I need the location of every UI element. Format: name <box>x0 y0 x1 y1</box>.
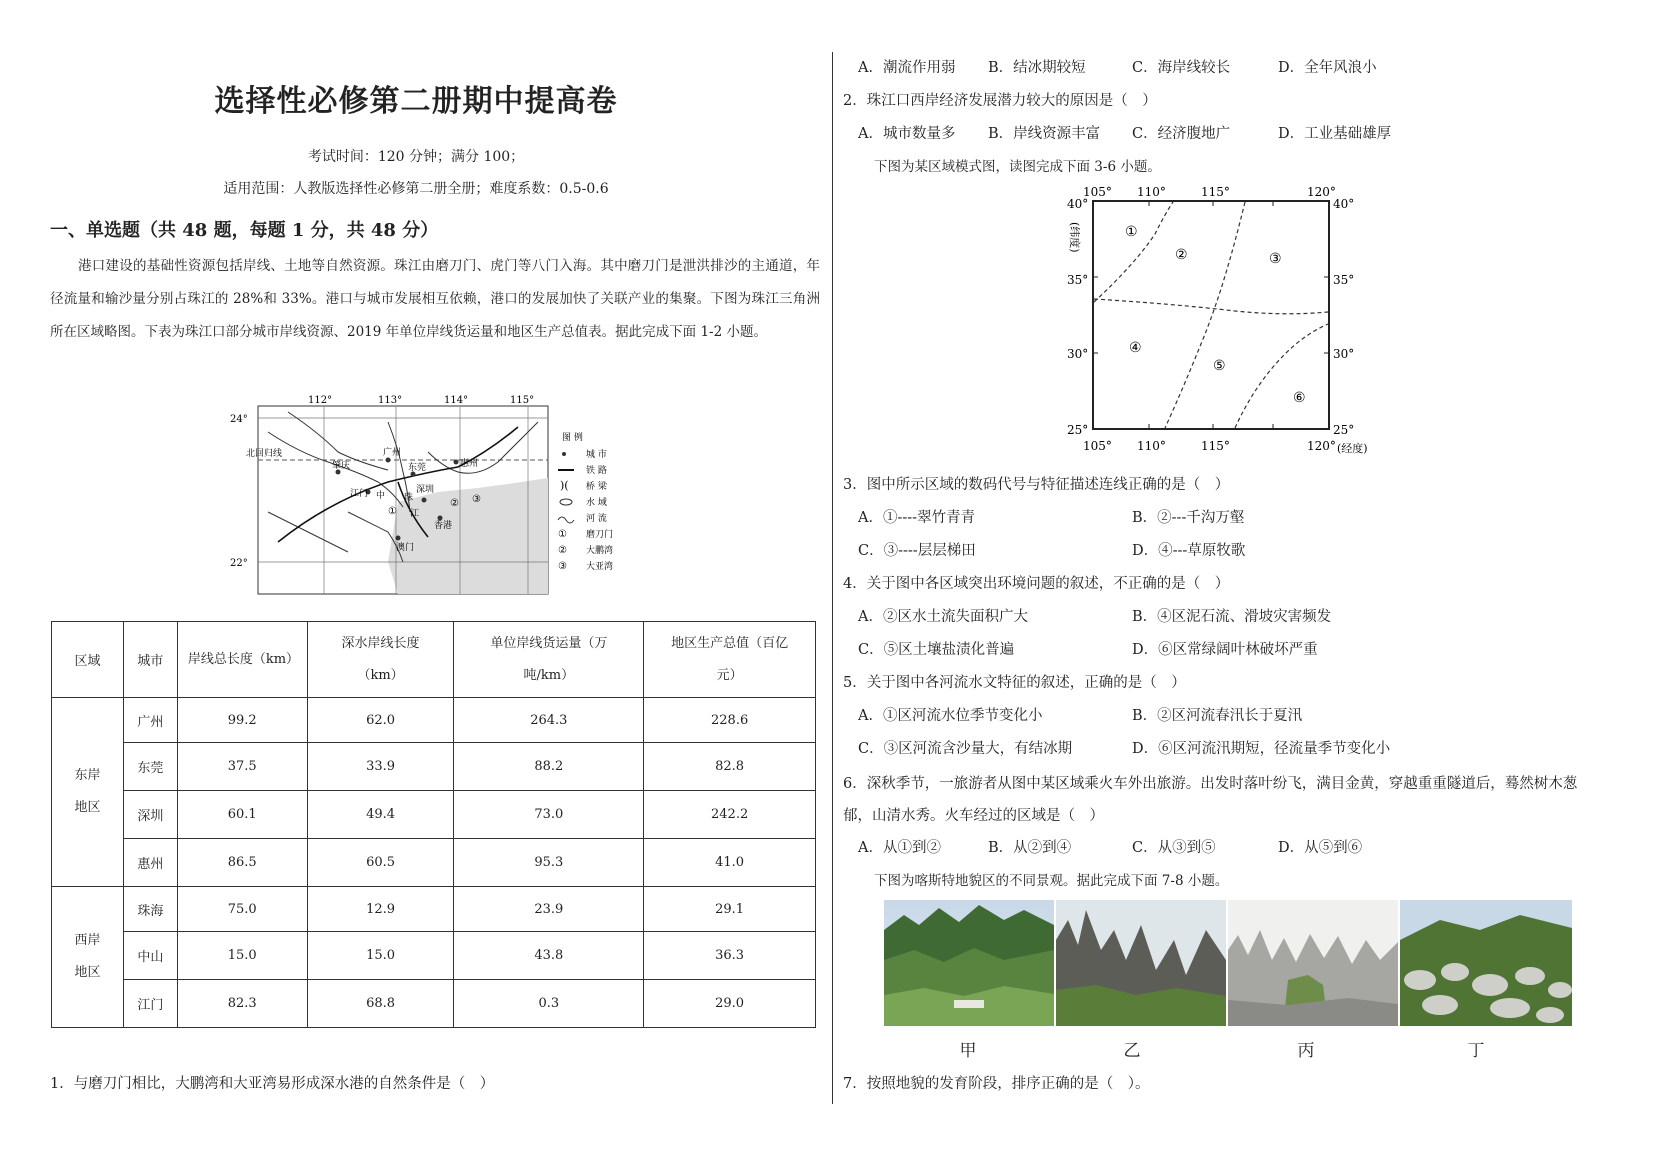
lon-label: 113° <box>378 395 403 406</box>
table-cell: 广州 <box>123 698 177 743</box>
q5-option-c: C．③区河流含沙量大，有结冰期 <box>858 741 1073 757</box>
lon-label: 120° <box>1307 439 1336 453</box>
lon-label: 110° <box>1137 439 1166 453</box>
table-cell: 15.0 <box>307 932 454 980</box>
karst-photos <box>884 900 1572 1026</box>
legend-item: 大鹏湾 <box>586 546 614 556</box>
lat-label: 30° <box>1333 347 1355 361</box>
question-4: 4．关于图中各区域突出环境问题的叙述，不正确的是（ ） <box>843 576 1230 592</box>
lon-label: 115° <box>1201 439 1230 453</box>
table-cell: 60.1 <box>177 791 307 839</box>
q3-option-b: B．②---千沟万壑 <box>1132 510 1245 526</box>
table-row <box>52 839 816 887</box>
q4-option-b: B．④区泥石流、滑坡灾害频发 <box>1132 609 1332 625</box>
table-row <box>52 698 816 743</box>
table-cell: 29.0 <box>644 980 816 1028</box>
svg-text:②: ② <box>558 545 567 556</box>
table-cell: 264.3 <box>454 698 644 743</box>
photo-bing <box>1228 900 1398 1026</box>
region-label: ⑥ <box>1293 390 1306 406</box>
lon-label: 115° <box>510 395 535 406</box>
table-row <box>52 791 816 839</box>
region-label: ③ <box>1269 251 1282 267</box>
table-cell: 95.3 <box>454 839 644 887</box>
lat-label: 35° <box>1333 273 1355 287</box>
lon-label: 105° <box>1083 439 1112 453</box>
city-label: 江门 <box>350 489 369 499</box>
exam-scope: 适用范围：人教版选择性必修第二册全册；难度系数：0.5-0.6 <box>223 181 609 197</box>
svg-text:)(: )( <box>560 479 569 492</box>
region-label: ② <box>1175 247 1188 263</box>
table-header: 岸线总长度（km） <box>177 622 307 698</box>
city-label: 东莞 <box>408 463 427 473</box>
table-header: 深水岸线长度（km） <box>307 622 454 698</box>
q3-option-d: D．④---草原牧歌 <box>1132 543 1246 559</box>
map-marker-2: ② <box>450 498 459 509</box>
table-cell: 33.9 <box>307 743 454 791</box>
lat-label: 40° <box>1333 197 1355 211</box>
lat-label: 30° <box>1067 347 1089 361</box>
lat-label: 25° <box>1333 423 1355 437</box>
intro-paragraph-3: 下图为喀斯特地貌区的不同景观。据此完成下面 7-8 小题。 <box>874 873 1229 889</box>
photo-jia <box>884 900 1054 1026</box>
q6-option-b: B．从②到④ <box>988 840 1072 856</box>
region-cell: 西岸地区 <box>52 887 124 1028</box>
lon-label: 115° <box>1201 185 1230 199</box>
q2-option-c: C．经济腹地广 <box>1132 126 1231 142</box>
city-label: 珠 <box>404 493 414 503</box>
q1-option-d: D．全年风浪小 <box>1278 60 1377 76</box>
table-row <box>52 887 816 932</box>
table-cell: 242.2 <box>644 791 816 839</box>
question-5: 5．关于图中各河流水文特征的叙述，正确的是（ ） <box>843 675 1186 691</box>
table-cell: 228.6 <box>644 698 816 743</box>
legend-item: 河 流 <box>586 514 607 524</box>
q2-option-a: A．城市数量多 <box>858 126 956 142</box>
intro-paragraph-2: 下图为某区域模式图，读图完成下面 3-6 小题。 <box>874 159 1161 175</box>
question-3: 3．图中所示区域的数码代号与特征描述连线正确的是（ ） <box>843 477 1230 493</box>
question-2: 2．珠江口西岸经济发展潜力较大的原因是（ ） <box>843 93 1157 109</box>
table-cell: 62.0 <box>307 698 454 743</box>
photo-label-jia: 甲 <box>959 1041 977 1061</box>
table-cell: 中山 <box>123 932 177 980</box>
intro-paragraph-1: 港口建设的基础性资源包括岸线、土地等自然资源。珠江由磨刀门、虎门等八门入海。其中磨刀门是泄洪排沙的主通道，年径流量和输沙量分别占珠江的 28%和 33%。港口与城市发展相互依赖，港口的发展加快了关联产业的集聚。下图为珠江三角洲所在区域略图。下表为珠江口部分城市岸线资源、2019 年单位岸线货运量和地区生产总值表。据此完成下面 1-2 小题。 <box>50 258 820 340</box>
photo-label-ding: 丁 <box>1467 1041 1485 1061</box>
table-header: 城市 <box>123 622 177 698</box>
lon-label: 105° <box>1083 185 1112 199</box>
page-title: 选择性必修第二册期中提高卷 <box>214 84 618 119</box>
lat-label: 40° <box>1067 197 1089 211</box>
region-label: ④ <box>1129 340 1142 356</box>
question-6: 6．深秋季节，一旅游者从图中某区域乘火车外出旅游。出发时落叶纷飞，满目金黄，穿越重重隧道后，蓦然树木葱郁，山清水秀。火车经过的区域是（ ） <box>843 776 1578 824</box>
lat-label: 25° <box>1067 423 1089 437</box>
lon-axis-label: (经度) <box>1337 442 1368 455</box>
table-header: 地区生产总值（百亿元） <box>644 622 816 698</box>
q2-option-d: D．工业基础雄厚 <box>1278 126 1392 142</box>
table-cell: 珠海 <box>123 887 177 932</box>
table-header-row <box>52 622 816 698</box>
pearl-river-delta-map <box>228 392 628 604</box>
q4-option-a: A．②区水土流失面积广大 <box>858 609 1028 625</box>
city-label: 江 <box>410 509 420 519</box>
city-label: 深圳 <box>416 485 435 495</box>
table-cell: 36.3 <box>644 932 816 980</box>
city-label: 惠州 <box>460 459 479 469</box>
photo-label-yi: 乙 <box>1123 1041 1141 1061</box>
lon-label: 112° <box>308 395 333 406</box>
data-table <box>51 621 816 1028</box>
city-label: 澳门 <box>396 543 415 553</box>
photo-label-bing: 丙 <box>1297 1041 1315 1061</box>
table-cell: 0.3 <box>454 980 644 1028</box>
region-schematic-map <box>1055 184 1400 456</box>
exam-time: 考试时间：120 分钟；满分 100； <box>307 149 525 165</box>
q1-option-c: C．海岸线较长 <box>1132 60 1231 76</box>
legend-item: 大亚湾 <box>586 562 614 572</box>
photo-ding <box>1400 900 1572 1026</box>
q5-option-a: A．①区河流水位季节变化小 <box>858 708 1043 724</box>
q1-option-b: B．结冰期较短 <box>988 60 1086 76</box>
region-label: ① <box>1125 224 1138 240</box>
legend-item: 水 域 <box>586 498 607 508</box>
table-cell: 82.3 <box>177 980 307 1028</box>
question-7: 7．按照地貌的发育阶段，排序正确的是（ ）。 <box>843 1076 1150 1092</box>
q3-option-a: A．①----翠竹青青 <box>858 510 976 526</box>
lon-label: 114° <box>444 395 469 406</box>
q4-option-d: D．⑥区常绿阔叶林破坏严重 <box>1132 642 1318 658</box>
table-row <box>52 980 816 1028</box>
map-marker-1: ① <box>388 506 397 517</box>
table-cell: 99.2 <box>177 698 307 743</box>
q6-option-d: D．从⑤到⑥ <box>1278 840 1363 856</box>
table-cell: 15.0 <box>177 932 307 980</box>
q1-option-a: A．潮流作用弱 <box>858 60 956 76</box>
table-cell: 86.5 <box>177 839 307 887</box>
question-1: 1．与磨刀门相比，大鹏湾和大亚湾易形成深水港的自然条件是（ ） <box>50 1076 495 1092</box>
lon-label: 120° <box>1307 185 1336 199</box>
table-cell: 75.0 <box>177 887 307 932</box>
table-cell: 49.4 <box>307 791 454 839</box>
q5-option-d: D．⑥区河流汛期短，径流量季节变化小 <box>1132 741 1391 757</box>
photo-yi <box>1056 900 1226 1026</box>
table-cell: 深圳 <box>123 791 177 839</box>
q4-option-c: C．⑤区土壤盐渍化普遍 <box>858 642 1015 658</box>
table-cell: 23.9 <box>454 887 644 932</box>
region-cell: 东岸地区 <box>52 698 124 887</box>
table-cell: 惠州 <box>123 839 177 887</box>
table-cell: 江门 <box>123 980 177 1028</box>
lat-label: 22° <box>230 558 248 569</box>
table-cell: 41.0 <box>644 839 816 887</box>
legend-item: 磨刀门 <box>586 530 614 540</box>
table-cell: 60.5 <box>307 839 454 887</box>
legend-item: 铁 路 <box>586 466 607 476</box>
lon-label: 110° <box>1137 185 1166 199</box>
table-cell: 12.9 <box>307 887 454 932</box>
tropic-label: 北回归线 <box>246 449 283 459</box>
lat-axis-label: (纬度) <box>1068 222 1081 253</box>
lat-label: 35° <box>1067 273 1089 287</box>
q3-option-c: C．③----层层梯田 <box>858 543 976 559</box>
city-label: 中 <box>376 491 386 501</box>
legend-item: 城 市 <box>586 450 607 460</box>
table-cell: 68.8 <box>307 980 454 1028</box>
table-cell: 88.2 <box>454 743 644 791</box>
table-cell: 73.0 <box>454 791 644 839</box>
legend-title: 图 例 <box>562 433 583 443</box>
table-cell: 82.8 <box>644 743 816 791</box>
q2-option-b: B．岸线资源丰富 <box>988 126 1101 142</box>
legend-item: 桥 梁 <box>586 482 607 492</box>
city-label: 香港 <box>434 521 453 531</box>
city-label: 肇庆 <box>332 461 351 471</box>
region-label: ⑤ <box>1213 358 1226 374</box>
q5-option-b: B．②区河流春汛长于夏汛 <box>1132 708 1303 724</box>
q6-option-c: C．从③到⑤ <box>1132 840 1216 856</box>
table-cell: 37.5 <box>177 743 307 791</box>
svg-text:①: ① <box>558 529 567 540</box>
table-header: 区域 <box>52 622 124 698</box>
section-heading: 一、单选题（共 48 题，每题 1 分，共 48 分） <box>50 220 439 241</box>
table-header: 单位岸线货运量（万吨/km） <box>454 622 644 698</box>
table-cell: 29.1 <box>644 887 816 932</box>
map-marker-3: ③ <box>472 494 481 505</box>
table-cell: 东莞 <box>123 743 177 791</box>
table-row <box>52 743 816 791</box>
column-divider <box>832 52 833 1104</box>
svg-text:③: ③ <box>558 561 567 572</box>
lat-label: 24° <box>230 414 248 425</box>
table-cell: 43.8 <box>454 932 644 980</box>
q6-option-a: A．从①到② <box>858 840 941 856</box>
city-label: 广州 <box>383 448 402 458</box>
table-row <box>52 932 816 980</box>
